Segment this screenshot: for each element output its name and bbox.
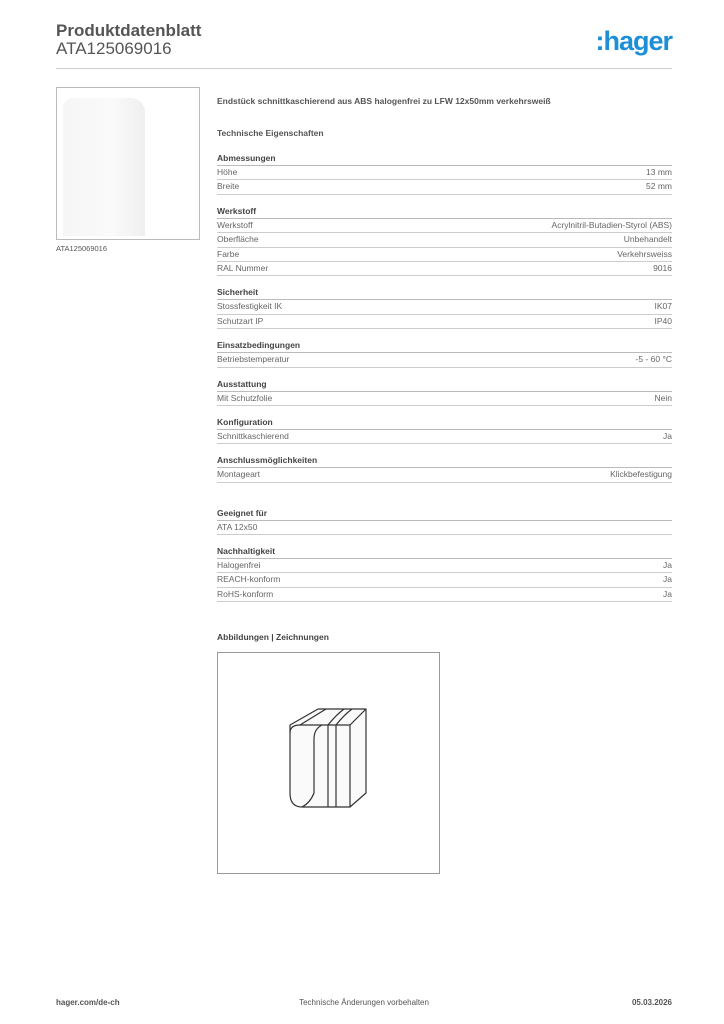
property-row xyxy=(217,219,672,233)
property-value: IK07 xyxy=(654,301,672,312)
property-label: Halogenfrei xyxy=(217,560,261,571)
section-heading: Anschlussmöglichkeiten xyxy=(217,454,672,468)
section-heading: Sicherheit xyxy=(217,286,672,300)
property-label: Werkstoff xyxy=(217,219,253,230)
property-section xyxy=(217,339,672,367)
property-row xyxy=(217,468,672,482)
property-row xyxy=(217,573,672,587)
property-section xyxy=(217,454,672,482)
property-label: Höhe xyxy=(217,167,238,177)
tech-heading: Technische Eigenschaften xyxy=(217,128,324,138)
property-value: Unbehandelt xyxy=(623,234,672,245)
property-label: Breite xyxy=(217,181,240,192)
figures-heading: Abbildungen | Zeichnungen xyxy=(217,632,329,642)
property-section xyxy=(217,286,672,329)
property-value: Ja xyxy=(663,574,672,585)
property-section xyxy=(217,378,672,406)
property-label: Mit Schutzfolie xyxy=(217,392,273,403)
product-image-caption: ATA125069016 xyxy=(56,244,108,253)
section-heading: Werkstoff xyxy=(217,205,672,219)
property-label: Schutzart IP xyxy=(217,315,264,326)
property-section xyxy=(217,545,672,602)
website-link[interactable]: hager.com/de-ch xyxy=(56,998,120,1007)
property-value: Klickbefestigung xyxy=(610,469,672,480)
property-value: Ja xyxy=(663,588,672,599)
section-heading: Abmessungen xyxy=(217,152,672,166)
footer-note: Technische Änderungen vorbehalten xyxy=(299,998,429,1007)
section-heading: Konfiguration xyxy=(217,416,672,430)
property-label: REACH-konform xyxy=(217,574,281,585)
section-heading: Geeignet für xyxy=(217,507,672,521)
property-row xyxy=(217,166,672,180)
property-label: Farbe xyxy=(217,248,240,259)
section-heading: Ausstattung xyxy=(217,378,672,392)
property-row xyxy=(217,233,672,247)
property-row xyxy=(217,300,672,314)
property-row xyxy=(217,315,672,329)
footer-date: 05.03.2026 xyxy=(631,998,672,1007)
section-heading: Einsatzbedingungen xyxy=(217,339,672,353)
property-label: Stossfestigkeit IK xyxy=(217,301,283,312)
property-row xyxy=(217,392,672,406)
property-row xyxy=(217,353,672,367)
property-row xyxy=(217,248,672,262)
property-section xyxy=(217,416,672,444)
property-section xyxy=(217,205,672,277)
property-label: Schnittkaschierend xyxy=(217,430,289,441)
property-value: IP40 xyxy=(654,315,672,326)
header-divider xyxy=(56,68,672,69)
product-drawing xyxy=(217,652,440,874)
property-row xyxy=(217,588,672,602)
property-row xyxy=(217,262,672,276)
property-label: Oberfläche xyxy=(217,234,259,245)
property-value: Nein xyxy=(654,392,672,403)
article-number: ATA125069016 xyxy=(56,39,172,58)
property-section xyxy=(217,507,672,535)
property-value: Ja xyxy=(663,430,672,441)
property-value: 52 mm xyxy=(646,181,672,192)
property-value: Verkehrsweiss xyxy=(617,248,672,259)
property-label: RoHS-konform xyxy=(217,588,274,599)
property-section xyxy=(217,152,672,195)
property-value: 9016 xyxy=(653,262,672,273)
property-row xyxy=(217,559,672,573)
section-heading: Nachhaltigkeit xyxy=(217,545,672,559)
property-label: RAL Nummer xyxy=(217,262,269,273)
property-value: 13 mm xyxy=(646,167,672,177)
properties-panel xyxy=(217,96,672,602)
property-row xyxy=(217,430,672,444)
property-value: Ja xyxy=(663,560,672,571)
product-image xyxy=(56,87,200,240)
property-row xyxy=(217,180,672,194)
property-value: -5 - 60 °C xyxy=(635,354,672,365)
property-row xyxy=(217,521,672,535)
property-label: Montageart xyxy=(217,469,260,480)
property-label: ATA 12x50 xyxy=(217,521,258,532)
property-value: Acrylnitril-Butadien-Styrol (ABS) xyxy=(551,219,672,230)
product-description: Endstück schnittkaschierend aus ABS halogenfrei zu LFW 12x50mm verkehrsweiß xyxy=(217,96,551,106)
hager-logo: :hager xyxy=(595,26,672,56)
property-label: Betriebstemperatur xyxy=(217,354,290,365)
page-title: Produktdatenblatt xyxy=(56,21,202,40)
